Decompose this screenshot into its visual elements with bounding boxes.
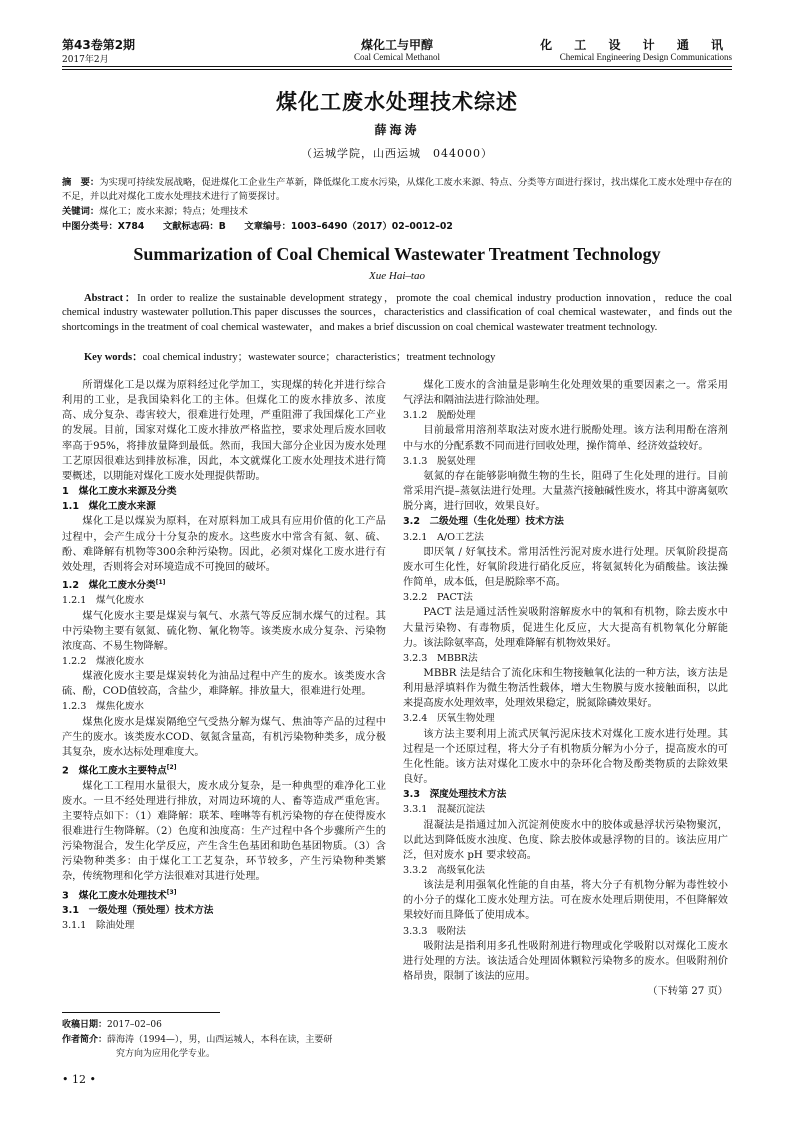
bio-line-2: 究方向为应用化学专业。 — [116, 1049, 216, 1059]
subsection-heading: 3.3 深度处理技术方法 — [403, 789, 507, 801]
abstract-en-text: In order to realize the sustainable development strategy，promote the coal chemical industry production innovation，reduce the coal chemical industry wastewater pollution.This paper discusses the sources，characteristics and classification of coal chemical wastewater，and finds out the shortcomings in the treatment of coal chemical wastewater，and makes a brief discussion on coal chemical wastewater treatment technology. — [62, 293, 732, 333]
paragraph: 目前最常用溶剂萃取法对废水进行脱酚处理。该方法利用酚在溶剂中与水的分配系数不同而进行回收处理，操作简单、经济效益较好。 — [403, 425, 728, 452]
paragraph: 该方法主要利用上流式厌氧污泥床技术对煤化工废水进行处理。其过程是一个还原过程，将大分子有机物质分解为小分子，提高废水的可生化性能。该方法对煤化工废水中的杂环化合物及酚类物质的去除效果良好。 — [403, 728, 728, 786]
article-author: 薛海涛 — [374, 123, 420, 137]
subsection-heading — [62, 575, 386, 593]
footnote — [62, 1018, 392, 1062]
subsubsection-heading: 1.2.2 煤液化废水 — [62, 656, 144, 667]
paragraph: 氨氮的存在能够影响微生物的生长，阻碍了生化处理的进行。目前常采用汽提–蒸氨法进行处理。大量蒸汽接触碱性废水，将其中游离氨吹脱分离，进行回收，效果良好。 — [403, 470, 728, 513]
subsubsection-heading: 1.2.3 煤焦化废水 — [62, 701, 144, 713]
subsection-heading: 3.1 一级处理（预处理）技术方法 — [62, 905, 214, 917]
subsubsection-heading: 3.2.4 厌氧生物处理 — [403, 713, 495, 725]
subsubsection-heading: 3.3.3 吸附法 — [403, 925, 466, 937]
citation-ref: [3] — [166, 888, 177, 896]
subsection-heading: 3.2 二级处理（生化处理）技术方法 — [403, 516, 564, 528]
abstract-cn — [62, 176, 732, 204]
classification-text: 中图分类号：X784 文献标志码：B 文章编号：1003–6490（2017）02–0012–02 — [62, 221, 453, 232]
subsubsection-heading: 1.2.1 煤气化废水 — [62, 595, 144, 607]
subsubsection-heading: 3.1.1 除油处理 — [62, 920, 135, 932]
heading-text: 3 煤化工废水处理技术 — [62, 889, 167, 901]
received-value: 2017–02–06 — [107, 1020, 162, 1030]
keywords-en-label: Key words： — [84, 352, 143, 363]
keywords-en-text: coal chemical industry；wastewater source；characteristics；treatment technology — [142, 352, 496, 363]
journal-date: 2017年2月 — [62, 55, 109, 65]
body-left-column — [62, 378, 386, 933]
article-title-en: Summarization of Coal Chemical Wastewater Treatment Technology — [133, 244, 661, 264]
running-header — [62, 36, 732, 66]
paragraph: 煤焦化废水是煤炭隔绝空气受热分解为煤气、焦油等产品的过程中产生的废水。该类废水COD、氨氮含量高，有机污染物种类多，成分极其复杂，废水达标处理难度大。 — [62, 716, 386, 758]
received-label: 收稿日期： — [62, 1020, 108, 1030]
keywords-en — [62, 351, 732, 365]
journal-section-en: Coal Cemical Methanol — [354, 52, 440, 62]
journal-volume: 第43卷第2期 — [62, 38, 136, 52]
paragraph: 即厌氧 / 好氧技术。常用活性污泥对废水进行处理。厌氧阶段提高废水可生化性，好氧阶段进行硝化反应，将氨氮转化为硝酸盐。该法操作简单，成本低，但是脱除率不高。 — [403, 546, 728, 589]
paragraph: 该法是利用强氧化性能的自由基，将大分子有机物分解为毒性较小的小分子的煤化工废水处理方法。可在废水处理后期使用，不但降解效果较好而且降低了使用成本。 — [403, 880, 728, 922]
subsubsection-heading: 3.3.1 混凝沉淀法 — [403, 804, 485, 816]
continued-note: （下转第 27 页） — [647, 986, 728, 998]
classification-line — [62, 220, 732, 234]
paragraph: 煤液化废水主要是煤炭转化为油品过程中产生的废水。该类废水含硫、酚，COD值较高，含盐少，难降解。排放量大，很难进行处理。 — [62, 671, 386, 698]
article-author-en: Xue Hai–tao — [369, 270, 425, 282]
subsubsection-heading: 3.1.2 脱酚处理 — [403, 410, 476, 422]
paragraph: 煤化工是以煤炭为原料，在对原料加工成具有应用价值的化工产品过程中，会产生成分十分复杂的废水。这些废水中常含有氮、氨、硫、酚、难降解有机物等300余种污染物。因此，必须对煤化工废水进行有效处理，否则将会对环境造成不可挽回的破坏。 — [62, 516, 386, 573]
abstract-en-label: Abstract： — [84, 293, 138, 304]
subsubsection-heading: 3.2.1 A/O工艺法 — [403, 531, 484, 543]
bio-line-1: 薛海涛（1994—），男，山西运城人，本科在读，主要研 — [107, 1034, 333, 1045]
section-heading — [62, 760, 386, 778]
article-title: 煤化工废水处理技术综述 — [276, 90, 518, 114]
author-bio — [62, 1033, 392, 1048]
author-affiliation: （运城学院，山西运城 044000） — [301, 147, 493, 160]
paragraph: 煤气化废水主要是煤炭与氧气、水蒸气等反应制水煤气的过程。其中污染物主要有氨氮、硫化物、氰化物等。该类废水成分复杂、污染物浓度高、不易生物降解。 — [62, 610, 386, 652]
paragraph: 吸附法是指利用多孔性吸附剂进行物理或化学吸附以对煤化工废水进行处理的方法。该法适合处理固体颗粒污染物多的废水。但吸附剂价格昂贵，限制了该法的应用。 — [403, 940, 728, 983]
abstract-text: 为实现可持续发展战略，促进煤化工企业生产革新，降低煤化工废水污染，从煤化工废水来源、特点、分类等方面进行探讨，找出煤化工废水处理中存在的不足，并以此对煤化工废水处理技术进行了简要探讨。 — [62, 177, 732, 202]
subsubsection-heading: 3.1.3 脱氨处理 — [403, 455, 476, 467]
footnote-rule — [62, 1012, 220, 1013]
keywords-text: 煤化工；废水来源；特点；处理技术 — [99, 206, 248, 217]
bio-label: 作者简介： — [62, 1034, 108, 1045]
keywords-cn — [62, 205, 732, 219]
subsection-heading: 1.1 煤化工废水来源 — [62, 501, 156, 513]
header-rule-thin — [62, 69, 732, 70]
subsubsection-heading: 3.3.2 高级氧化法 — [403, 865, 485, 876]
journal-section-cn: 煤化工与甲醇 — [360, 38, 433, 52]
header-rule — [62, 66, 732, 67]
received-date — [62, 1018, 392, 1033]
subsubsection-heading: 3.2.3 MBBR法 — [403, 652, 478, 664]
page-number: • 12 • — [62, 1073, 96, 1086]
paragraph: PACT 法是通过活性炭吸附溶解废水中的氧和有机物，除去废水中大量污染物、有毒物质，促进生化反应，大大提高有机物氧化分解能力。该法除氨率高，处理难降解有机物效果好。 — [403, 607, 728, 649]
abstract-en — [62, 292, 732, 335]
journal-name-cn: 化 工 设 计 通 讯 — [540, 38, 732, 52]
journal-name-en: Chemical Engineering Design Communications — [559, 52, 732, 62]
citation-ref: [1] — [155, 579, 166, 587]
abstract-label: 摘 要： — [62, 177, 100, 188]
heading-text: 2 煤化工废水主要特点 — [62, 765, 167, 777]
citation-ref: [2] — [166, 764, 177, 772]
heading-text: 1.2 煤化工废水分类 — [62, 580, 156, 592]
section-heading: 1 煤化工废水来源及分类 — [62, 486, 177, 498]
paragraph: MBBR 法是结合了流化床和生物接触氧化法的一种方法，该方法是利用悬浮填料作为微生物活性载体，增大生物膜与废水接触面积，以此来提高废水处理效率，处理效果稳定，脱氮除磷效果好。 — [403, 667, 728, 710]
section-heading — [62, 885, 386, 903]
paragraph: 煤化工工程用水量很大，废水成分复杂，是一种典型的难净化工业废水。一旦不经处理进行排放，对周边环境的人、畜等造成严重危害。主要特点如下：（1）难降解：联苯、喹啉等有机污染物的存在使得废水很难进行生物降解。（2）色度和浊度高：生产过程中各个步骤所产生的污染物混合，发生化学反应，产生含生色基团和助色基团物质。（3）含污染物种类多：由于煤化工工艺复杂，环节较多，产生污染物种类繁杂，传统物理和化学方法很难对其进行处理。 — [62, 780, 386, 883]
intro-paragraph: 所谓煤化工是以煤为原料经过化学加工，实现煤的转化并进行综合利用的工业，是我国染料化工的主体。但煤化工的废水排放多、浓度高、成分复杂、毒害较大，很难进行处理，严重阻滞了我国煤化工产业的发展。目前，国家对煤化工废水排放严格监控，要求处理后废水回收率高于95%，将排放量降到最低。然而，我国大部分企业因为废水处理工艺原因很难达到排放标准，因此，本文就煤化工废水处理技术进行简要概述，以期能对煤化工废水处理提供帮助。 — [62, 380, 386, 482]
body-right-column — [403, 378, 728, 999]
subsubsection-heading: 3.2.2 PACT法 — [403, 592, 473, 604]
keywords-label: 关键词： — [62, 206, 100, 217]
paragraph: 混凝法是指通过加入沉淀剂使废水中的胶体或悬浮状污染物聚沉，以此达到降低废水浊度、色度、除去胶体或悬浮物的目的。该法应用广泛，但对废水 pH 要求较高。 — [403, 819, 728, 861]
paragraph: 煤化工废水的含油量是影响生化处理效果的重要因素之一。常采用气浮法和隔油法进行除油处理。 — [403, 380, 728, 407]
